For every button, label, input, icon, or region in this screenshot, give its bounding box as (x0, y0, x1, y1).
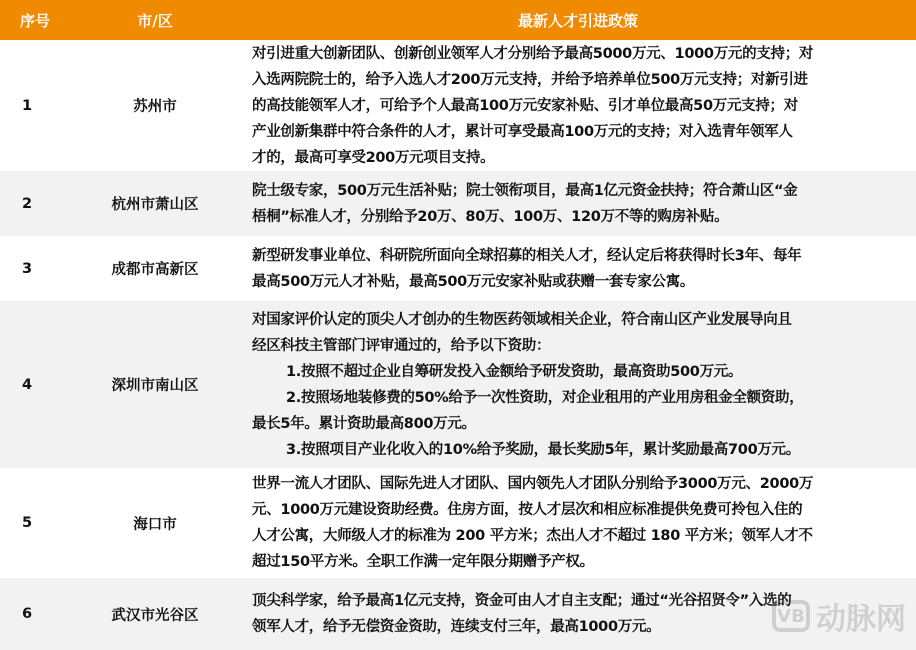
watermark-text: 动脉网 (816, 602, 906, 637)
policy-line: 2.按照场地装修费的50%给予一次性资助，对企业租用的产业用房租金全额资助， (286, 389, 804, 406)
policy-line: 经区科技主管部门评审通过的，给予以下资助： (252, 337, 551, 354)
policy-line: 院士级专家，500万元生活补贴；院士领衔项目，最高1亿元资金扶持；符合萧山区“金 (252, 182, 798, 199)
row-index: 1 (22, 97, 33, 114)
policy-line: 世界一流人才团队、国际先进人才团队、国内领先人才团队分别给予3000万元、2000万 (252, 476, 814, 492)
policy-line: 对国家评价认定的顶尖人才创办的生物医药领域相关企业，符合南山区产业发展导向且 (252, 311, 792, 328)
row-city: 苏州市 (133, 99, 177, 115)
row-index: 6 (22, 606, 33, 622)
header-city: 市/区 (137, 11, 173, 30)
row-policy (240, 40, 916, 171)
row-city: 海口市 (133, 516, 177, 533)
table-row (0, 236, 916, 301)
policy-line: 的高技能领军人才，可给予个人最高100万元安家补贴、引才单位最高50万元支持；对 (252, 97, 798, 114)
policy-line: 元、1000万元建设资助经费。住房方面，按人才层次和相应标准提供免费可拎包入住的 (252, 502, 803, 518)
table-header (0, 0, 916, 40)
watermark (772, 594, 906, 638)
policy-line: 顶尖科学家，给予最高1亿元支持，资金可由人才自主支配；通过“光谷招贤令”入选的 (252, 593, 792, 609)
policy-line: 1.按照不超过企业自筹研发投入金额给予研发资助，最高资助500万元。 (286, 363, 743, 380)
policy-line: 人才公寓，大师级人才的标准为 200 平方米；杰出人才不超过 180 平方米；领军人才不 (252, 528, 813, 544)
table-row (0, 40, 916, 171)
row-policy (240, 236, 916, 301)
header-policy: 最新人才引进政策 (517, 11, 638, 30)
row-city: 杭州市萧山区 (111, 197, 199, 213)
table-row (0, 468, 916, 578)
row-policy (240, 301, 916, 468)
row-index: 4 (22, 376, 33, 393)
policy-line: 最高500万元人才补贴，最高500万元安家补贴或获赠一套专家公寓。 (252, 273, 695, 290)
policy-line: 领军人才，给予无偿资金资助，连续支付三年，最高1000万元。 (252, 619, 661, 635)
watermark-logo-icon: VB (772, 600, 810, 632)
table-row (0, 171, 916, 236)
policy-line: 3.按照项目产业化收入的10%给予奖励，最长奖励5年，累计奖励最高700万元。 (286, 441, 800, 458)
row-index: 2 (22, 195, 33, 212)
policy-line: 最长5年。累计资助最高800万元。 (252, 415, 476, 432)
row-index: 3 (22, 260, 33, 277)
row-policy (240, 171, 916, 236)
row-city: 成都市高新区 (111, 262, 199, 278)
policy-line: 产业创新集群中符合条件的人才，累计可享受最高100万元的支持；对入选青年领军人 (252, 123, 793, 140)
policy-line: 梧桐”标准人才，分别给予20万、80万、100万、120万不等的购房补贴。 (252, 208, 729, 225)
policy-line: 对引进重大创新团队、创新创业领军人才分别给予最高5000万元、1000万元的支持；对 (252, 45, 814, 62)
row-index: 5 (22, 515, 33, 531)
policy-line: 才的，最高可享受200万元项目支持。 (252, 149, 495, 166)
policy-line: 超过150平方米。全职工作满一定年限分期赠予产权。 (252, 554, 594, 570)
row-policy (240, 468, 916, 578)
row-city: 武汉市光谷区 (111, 607, 199, 624)
policy-line: 入选两院院士的，给予入选人才200万元支持，并给予培养单位500万元支持；对新引进 (252, 71, 808, 88)
table-body (0, 40, 916, 650)
row-city: 深圳市南山区 (111, 378, 199, 394)
policy-line: 新型研发事业单位、科研院所面向全球招募的相关人才，经认定后将获得时长3年、每年 (252, 247, 802, 264)
header-index: 序号 (19, 11, 50, 30)
table-row (0, 301, 916, 468)
